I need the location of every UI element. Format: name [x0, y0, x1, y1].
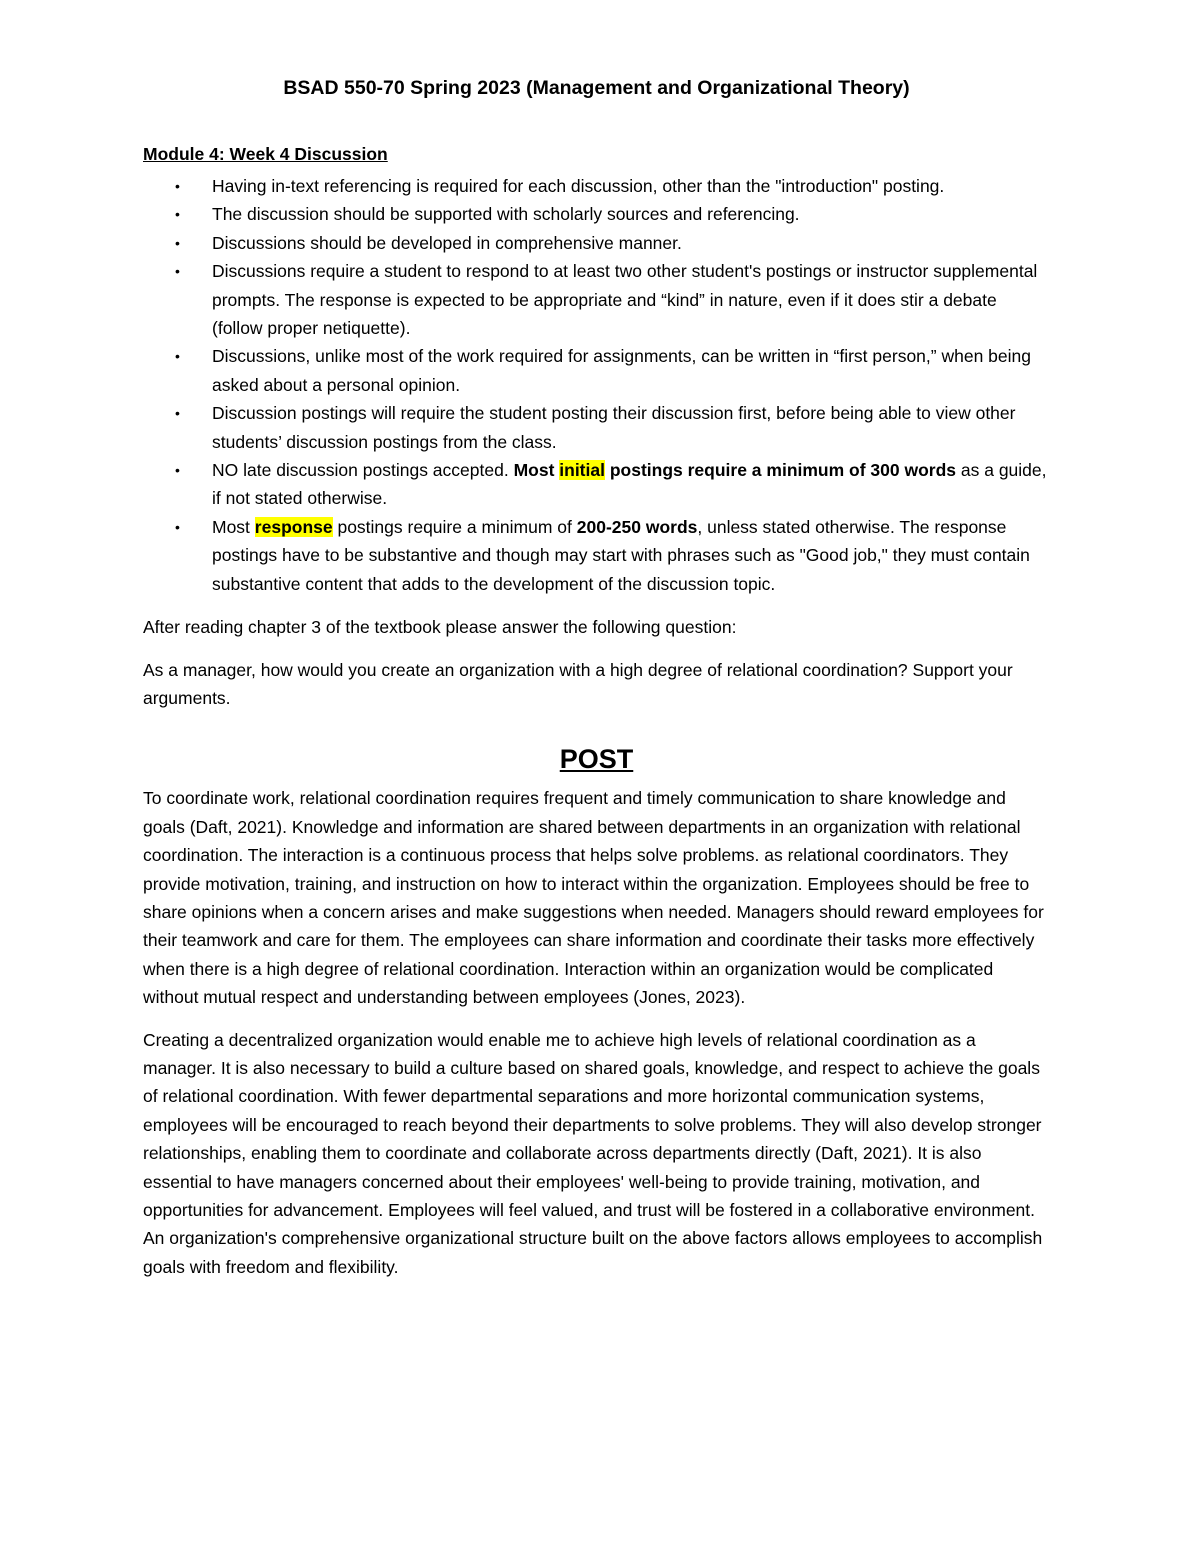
rule-item	[143, 513, 1050, 598]
rule-text-plain: Most	[212, 516, 255, 537]
bullet-icon: •	[175, 234, 180, 251]
bullet-icon: •	[175, 206, 180, 223]
highlight-initial: initial	[559, 460, 605, 481]
rule-text-bold: 200-250 words	[576, 516, 698, 537]
bullet-icon: •	[175, 348, 180, 365]
module-heading: Module 4: Week 4 Discussion	[143, 144, 388, 164]
rule-item	[143, 229, 1050, 257]
rule-text: Discussion postings will require the student posting their discussion first, before being able to view other students’ discussion postings from the class.	[212, 403, 1016, 452]
bullet-icon: •	[175, 178, 180, 194]
rule-item	[143, 257, 1050, 342]
post-paragraph: To coordinate work, relational coordination requires frequent and timely communication to share knowledge and goals (Daft, 2021). Knowledge and information are shared between departments in an organization with relational coordination. The interaction is a continuous process that helps solve problems. as relational coordinators. They provide motivation, training, and instruction on how to interact within the organization. Employees should be free to share opinions when a concern arises and make suggestions when needed. Managers should reward employees for their teamwork and care for them. The employees can share information and coordinate their tasks more effectively when there is a high degree of relational coordination. Interaction within an organization would be complicated without mutual respect and understanding between employees (Jones, 2023).	[143, 788, 1044, 1008]
rule-text-plain: , unless stated otherwise. The response postings have to be substantive and though may start with phrases such as "Good job," they must contain substantive content that adds to the development of the discussion topic.	[212, 516, 1030, 594]
post-heading: POST	[559, 744, 634, 775]
rule-item	[143, 342, 1050, 399]
rule-text-plain: NO late discussion postings accepted.	[212, 460, 514, 481]
rule-text: Discussions should be developed in comprehensive manner.	[212, 232, 682, 253]
rule-item	[143, 399, 1050, 456]
rule-item	[143, 456, 1050, 513]
bullet-icon: •	[175, 405, 180, 422]
rule-text: Discussions require a student to respond to at least two other student's postings or instructor supplemental prompts. The response is expected to be appropriate and “kind” in nature, even if it does stir a debate (follow proper netiquette).	[212, 261, 1038, 339]
rule-text-plain: postings require a minimum of	[332, 516, 577, 537]
rule-text-bold: Most	[513, 460, 560, 481]
highlight-response: response	[254, 516, 333, 537]
question-text: As a manager, how would you create an organization with a high degree of relational coordination? Support your arguments.	[143, 659, 1013, 708]
instruction-text: After reading chapter 3 of the textbook please answer the following question:	[143, 617, 737, 638]
rule-text-bold: postings require a minimum of 300 words	[604, 460, 957, 481]
bullet-icon: •	[175, 263, 180, 280]
rule-text: The discussion should be supported with scholarly sources and referencing.	[212, 204, 800, 225]
rule-item	[143, 172, 1050, 200]
document-title: BSAD 550-70 Spring 2023 (Management and Organizational Theory)	[283, 77, 910, 99]
discussion-rules-list	[143, 172, 1050, 598]
rule-text: Having in-text referencing is required for each discussion, other than the "introduction" posting.	[212, 176, 945, 196]
rule-text-plain: as a guide, if not stated otherwise.	[212, 460, 1047, 509]
rule-text: Discussions, unlike most of the work required for assignments, can be written in “first person,” when being asked about a personal opinion.	[212, 346, 1031, 395]
bullet-icon: •	[175, 518, 180, 535]
post-paragraph: Creating a decentralized organization would enable me to achieve high levels of relational coordination as a manager. It is also necessary to build a culture based on shared goals, knowledge, and respect to achieve the goals of relational coordination. With fewer departmental separations and more horizontal communication systems, employees will be encouraged to reach beyond their departments to solve problems. They will also develop stronger relationships, enabling them to coordinate and collaborate across departments directly (Daft, 2021). It is also essential to have managers concerned about their employees' well-being to provide training, motivation, and opportunities for advancement. Employees will feel valued, and trust will be fostered in a collaborative environment. An organization's comprehensive organizational structure built on the above factors allows employees to accomplish goals with freedom and flexibility.	[143, 1029, 1043, 1277]
bullet-icon: •	[175, 462, 180, 479]
rule-item	[143, 200, 1050, 228]
